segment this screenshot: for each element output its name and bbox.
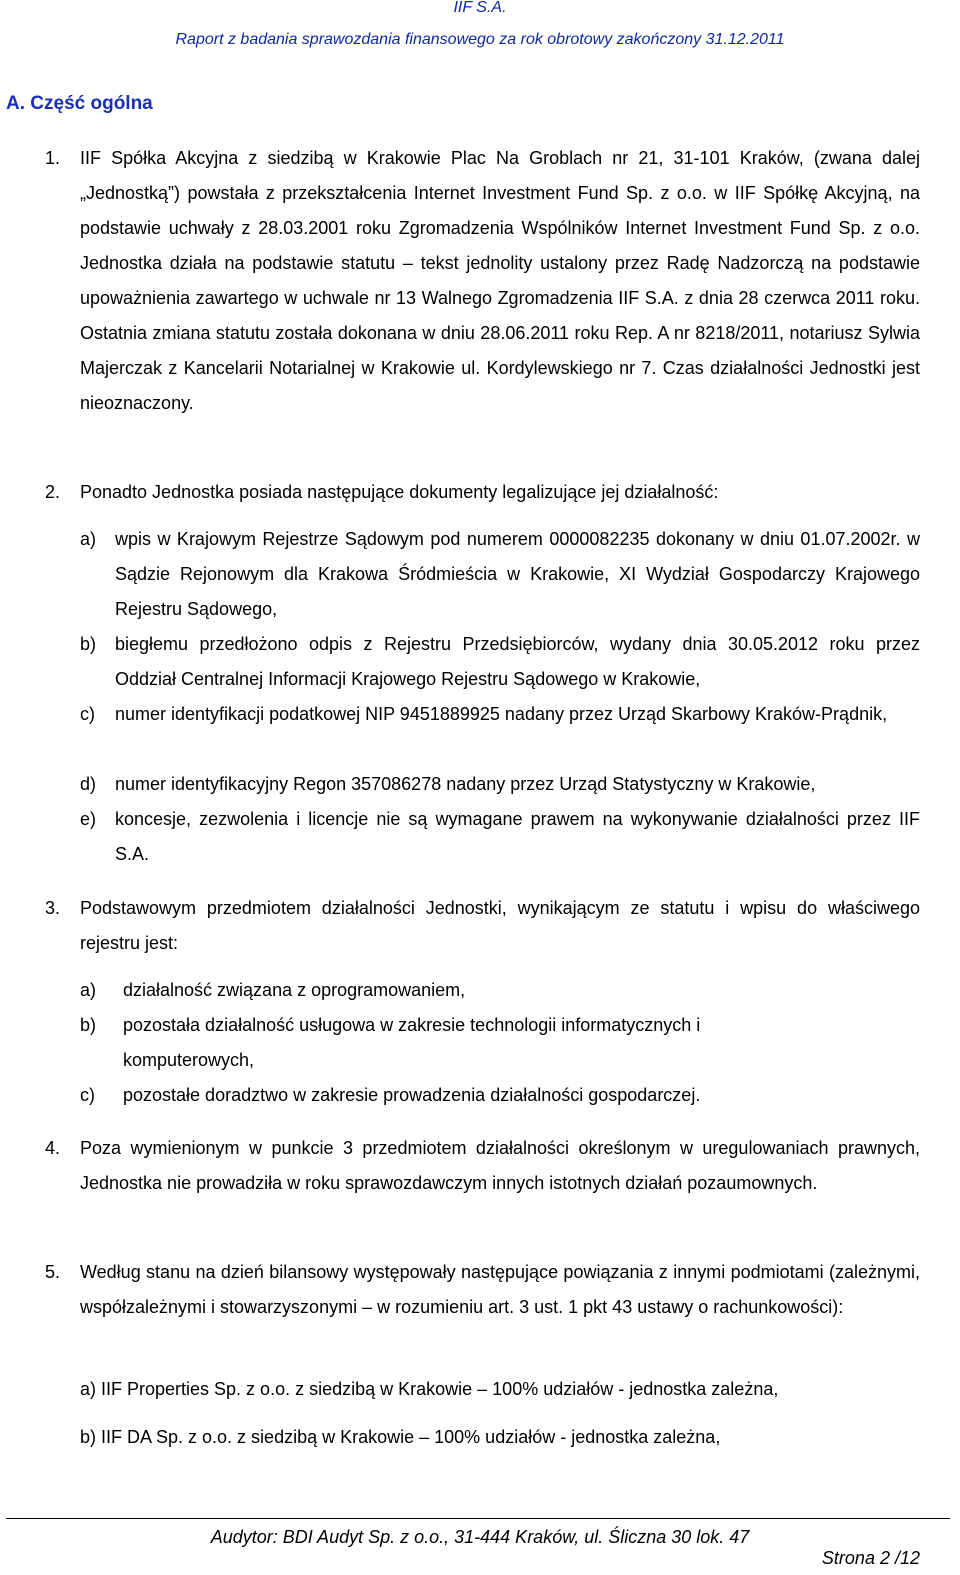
item-2-number: 2. bbox=[45, 482, 61, 502]
item-3-text: Podstawowym przedmiotem działalności Jednostki, wynikającym ze statutu i wpisu do właściwego rejestru jest: bbox=[80, 898, 920, 953]
item-5-text: Według stanu na dzień bilansowy występowały następujące powiązania z innymi podmiotami (zależnymi, współzależnymi i stowarzyszonymi – w rozumieniu art. 3 ust. 1 pkt 43 ustawy o rachunkowości): bbox=[80, 1262, 920, 1317]
item-2e-text: koncesje, zezwolenia i licencje nie są wymagane prawem na wykonywanie działalności przez IIF S.A. bbox=[115, 809, 920, 864]
item-2c-text: numer identyfikacji podatkowej NIP 9451889925 nadany przez Urząd Skarbowy Kraków-Prądnik, bbox=[115, 704, 888, 724]
item-3b-text: pozostała działalność usługowa w zakresie technologii informatycznych i komputerowych, bbox=[123, 1015, 701, 1070]
footer-auditor: Audytor: BDI Audyt Sp. z o.o., 31-444 Kraków, ul. Śliczna 30 lok. 47 bbox=[210, 1527, 750, 1547]
section-title: A. Część ogólna bbox=[6, 93, 153, 114]
item-2-text: Ponadto Jednostka posiada następujące dokumenty legalizujące jej działalność: bbox=[80, 482, 719, 502]
page-number: Strona 2 /12 bbox=[821, 1548, 920, 1568]
item-3a-label: a) bbox=[80, 980, 97, 1000]
item-2d-text: numer identyfikacyjny Regon 357086278 nadany przez Urząd Statystyczny w Krakowie, bbox=[115, 774, 816, 794]
item-2a-label: a) bbox=[80, 529, 97, 549]
item-3c-text: pozostałe doradztwo w zakresie prowadzenia działalności gospodarczej. bbox=[123, 1085, 701, 1105]
item-5a-text: a) IIF Properties Sp. z o.o. z siedzibą w Krakowie – 100% udziałów - jednostka zależna, bbox=[80, 1379, 779, 1399]
item-5-number: 5. bbox=[45, 1262, 61, 1282]
item-4-text: Poza wymienionym w punkcie 3 przedmiotem działalności określonym w uregulowaniach prawnych, Jednostka nie prowadziła w roku sprawozdawczym innych istotnych działań pozaumownych. bbox=[80, 1138, 920, 1193]
item-4-number: 4. bbox=[45, 1138, 61, 1158]
item-2c-label: c) bbox=[80, 704, 95, 724]
item-2d-label: d) bbox=[80, 774, 97, 794]
item-3a-text: działalność związana z oprogramowaniem, bbox=[123, 980, 466, 1000]
item-2a-text: wpis w Krajowym Rejestrze Sądowym pod numerem 0000082235 dokonany w dniu 01.07.2002r. w Sądzie Rejonowym dla Krakowa Śródmieścia w Krakowie, XI Wydział Gospodarczy Krajowego Rejestru Sądowego, bbox=[115, 529, 920, 619]
header-company: IIF S.A. bbox=[453, 0, 507, 16]
item-3c-label: c) bbox=[80, 1085, 95, 1105]
item-3b-label: b) bbox=[80, 1015, 97, 1035]
item-5b-text: b) IIF DA Sp. z o.o. z siedzibą w Krakowie – 100% udziałów - jednostka zależna, bbox=[80, 1427, 721, 1447]
header-report-title: Raport z badania sprawozdania finansowego za rok obrotowy zakończony 31.12.2011 bbox=[175, 31, 785, 48]
item-1-text: IIF Spółka Akcyjna z siedzibą w Krakowie Plac Na Groblach nr 21, 31-101 Kraków, (zwana dalej „Jednostką”) powstała z przekształcenia Internet Investment Fund Sp. z o.o. w IIF Spółkę Akcyjną, na podstawie uchwały z 28.03.2001 roku Zgromadzenia Wspólników Internet Investment Fund Sp. z o.o. Jednostka działa na podstawie statutu – tekst jednolity ustalony przez Radę Nadzorczą na podstawie upoważnienia zawartego w uchwale nr 13 Walnego Zgromadzenia IIF S.A. z dnia 28 czerwca 2011 roku. Ostatnia zmiana statutu została dokonana w dniu 28.06.2011 roku Rep. A nr 8218/2011, notariusz Sylwia Majerczak z Kancelarii Notarialnej w Krakowie ul. Kordylewskiego nr 7. Czas działalności Jednostki jest nieoznaczony. bbox=[80, 148, 920, 413]
item-1-number: 1. bbox=[45, 148, 61, 168]
footer-divider bbox=[6, 1518, 950, 1519]
item-2e-label: e) bbox=[80, 809, 97, 829]
item-2b-text: biegłemu przedłożono odpis z Rejestru Przedsiębiorców, wydany dnia 30.05.2012 roku przez Oddział Centralnej Informacji Krajowego Rejestru Sądowego w Krakowie, bbox=[115, 634, 920, 689]
item-3-number: 3. bbox=[45, 898, 61, 918]
item-2b-label: b) bbox=[80, 634, 97, 654]
